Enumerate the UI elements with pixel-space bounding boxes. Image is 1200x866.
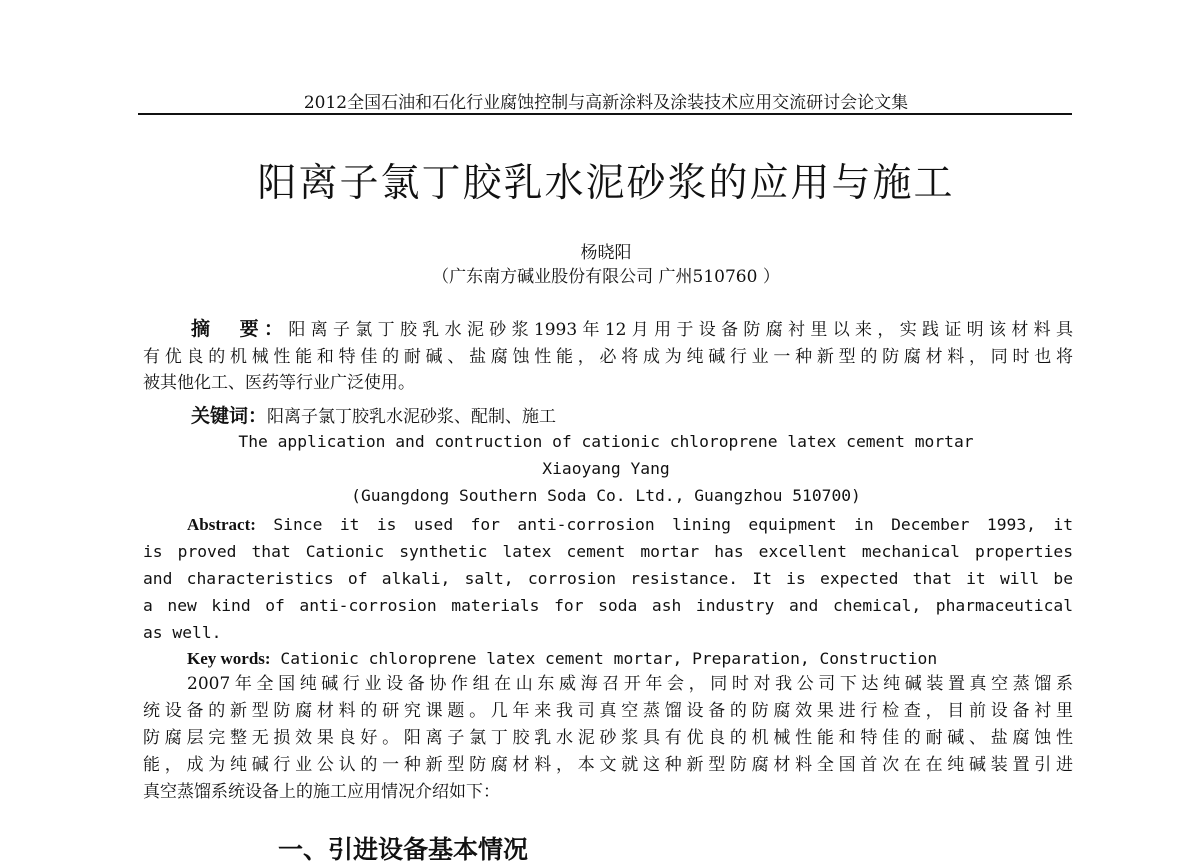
abstract-en-line: a new kind of anti-corrosion materials for soda ash industry and chemical, pharmaceutical	[143, 596, 1073, 615]
keywords-en-text: Cationic chloroprene latex cement mortar, Preparation, Construction	[280, 649, 938, 668]
english-affiliation: (Guangdong Southern Soda Co. Ltd., Guangzhou 510700)	[351, 486, 861, 505]
author-name: 杨晓阳	[580, 243, 632, 263]
keywords-en	[143, 645, 1073, 672]
intro-line: 2007年全国纯碱行业设备协作组在山东威海召开年会，同时对我公司下达纯碱装置真空蒸馏系	[187, 674, 1073, 694]
abstract-en	[143, 511, 1073, 646]
abstract-en-line: and characteristics of alkali, salt, corrosion resistance. It is expected that it will be	[143, 569, 1073, 588]
intro-line: 真空蒸馏系统设备上的施工应用情况介绍如下：	[143, 782, 500, 802]
abstract-en-text: Since it is used for anti-corrosion lining equipment in December 1993, it	[273, 515, 1073, 534]
author-affiliation: （广东南方碱业股份有限公司 广州510760 ）	[432, 267, 780, 287]
abstract-en-label: Abstract:	[187, 515, 256, 534]
intro-line: 能，成为纯碱行业公认的一种新型防腐材料，本文就这种新型防腐材料全国首次在在纯碱装置引进	[143, 755, 1073, 775]
keywords-cn	[143, 403, 1073, 431]
keywords-en-label: Key words:	[187, 649, 271, 668]
english-title: The application and contruction of cationic chloroprene latex cement mortar	[238, 432, 974, 451]
abstract-en-line: is proved that Cationic synthetic latex cement mortar has excellent mechanical properties	[143, 542, 1073, 561]
paper-title: 阳离子氯丁胶乳水泥砂浆的应用与施工	[257, 161, 955, 206]
abstract-cn-line: 被其他化工、医药等行业广泛使用。	[143, 373, 415, 393]
abstract-en-line: as well.	[143, 623, 222, 642]
abstract-cn	[143, 316, 1073, 397]
keywords-cn-text: 阳离子氯丁胶乳水泥砂浆、配制、施工	[267, 407, 557, 427]
english-author: Xiaoyang Yang	[542, 459, 670, 478]
section-heading: 一、引进设备基本情况	[278, 835, 529, 864]
keywords-cn-label: 关键词：	[191, 405, 268, 427]
abstract-cn-text: 阳离子氯丁胶乳水泥砂浆1993年12月用于设备防腐衬里以来，实践证明该材料具	[288, 320, 1073, 340]
abstract-cn-line: 有优良的机械性能和特佳的耐碱、盐腐蚀性能，必将成为纯碱行业一种新型的防腐材料，同时也将	[143, 346, 1073, 367]
abstract-cn-line	[143, 316, 1073, 344]
header-rule	[138, 113, 1072, 115]
abstract-cn-label: 摘 要：	[191, 318, 289, 340]
intro-line: 统设备的新型防腐材料的研究课题。几年来我司真空蒸馏设备的防腐效果进行检查，目前设备衬里	[143, 701, 1073, 721]
running-header: 2012全国石油和石化行业腐蚀控制与高新涂料及涂装技术应用交流研讨会论文集	[303, 93, 909, 113]
intro-paragraph	[143, 671, 1073, 806]
intro-line: 防腐层完整无损效果良好。阳离子氯丁胶乳水泥砂浆具有优良的机械性能和特佳的耐碱、盐腐蚀性	[143, 728, 1073, 748]
abstract-en-line	[143, 511, 1073, 538]
